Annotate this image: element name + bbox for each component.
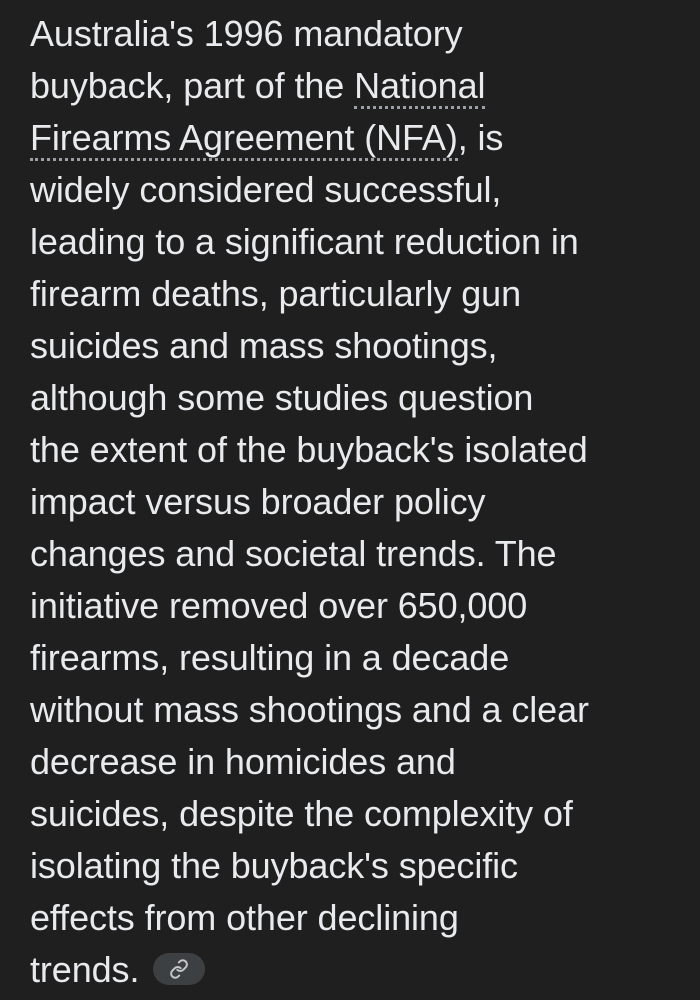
answer-line: leading to a significant reduction in xyxy=(30,221,579,262)
answer-text: , is xyxy=(457,117,504,158)
link-icon xyxy=(169,959,189,979)
answer-line: suicides, despite the complexity of xyxy=(30,793,573,834)
answer-line: widely considered successful, xyxy=(30,169,502,210)
answer-line: Australia's 1996 mandatory xyxy=(30,13,463,54)
answer-line: the extent of the buyback's isolated xyxy=(30,429,588,470)
answer-text: buyback, part of the xyxy=(30,65,355,106)
nfa-link-continued[interactable]: Firearms Agreement (NFA) xyxy=(30,117,458,161)
answer-line: effects from other declining xyxy=(30,897,459,938)
answer-line: suicides and mass shootings, xyxy=(30,325,498,366)
ai-answer-paragraph xyxy=(30,0,680,996)
answer-line: although some studies question xyxy=(30,377,534,418)
answer-line: initiative removed over 650,000 xyxy=(30,585,528,626)
answer-line: decrease in homicides and xyxy=(30,741,456,782)
answer-line xyxy=(30,60,680,112)
answer-line xyxy=(30,112,680,164)
answer-line: isolating the buyback's specific xyxy=(30,845,518,886)
answer-line: without mass shootings and a clear xyxy=(30,689,589,730)
answer-line xyxy=(30,944,680,996)
answer-line: changes and societal trends. The xyxy=(30,533,557,574)
answer-line: impact versus broader policy xyxy=(30,481,486,522)
answer-line: firearms, resulting in a decade xyxy=(30,637,510,678)
nfa-link[interactable]: National xyxy=(354,65,485,109)
answer-text: trends. xyxy=(30,949,140,990)
answer-line: firearm deaths, particularly gun xyxy=(30,273,522,314)
source-link-chip[interactable] xyxy=(153,953,205,985)
